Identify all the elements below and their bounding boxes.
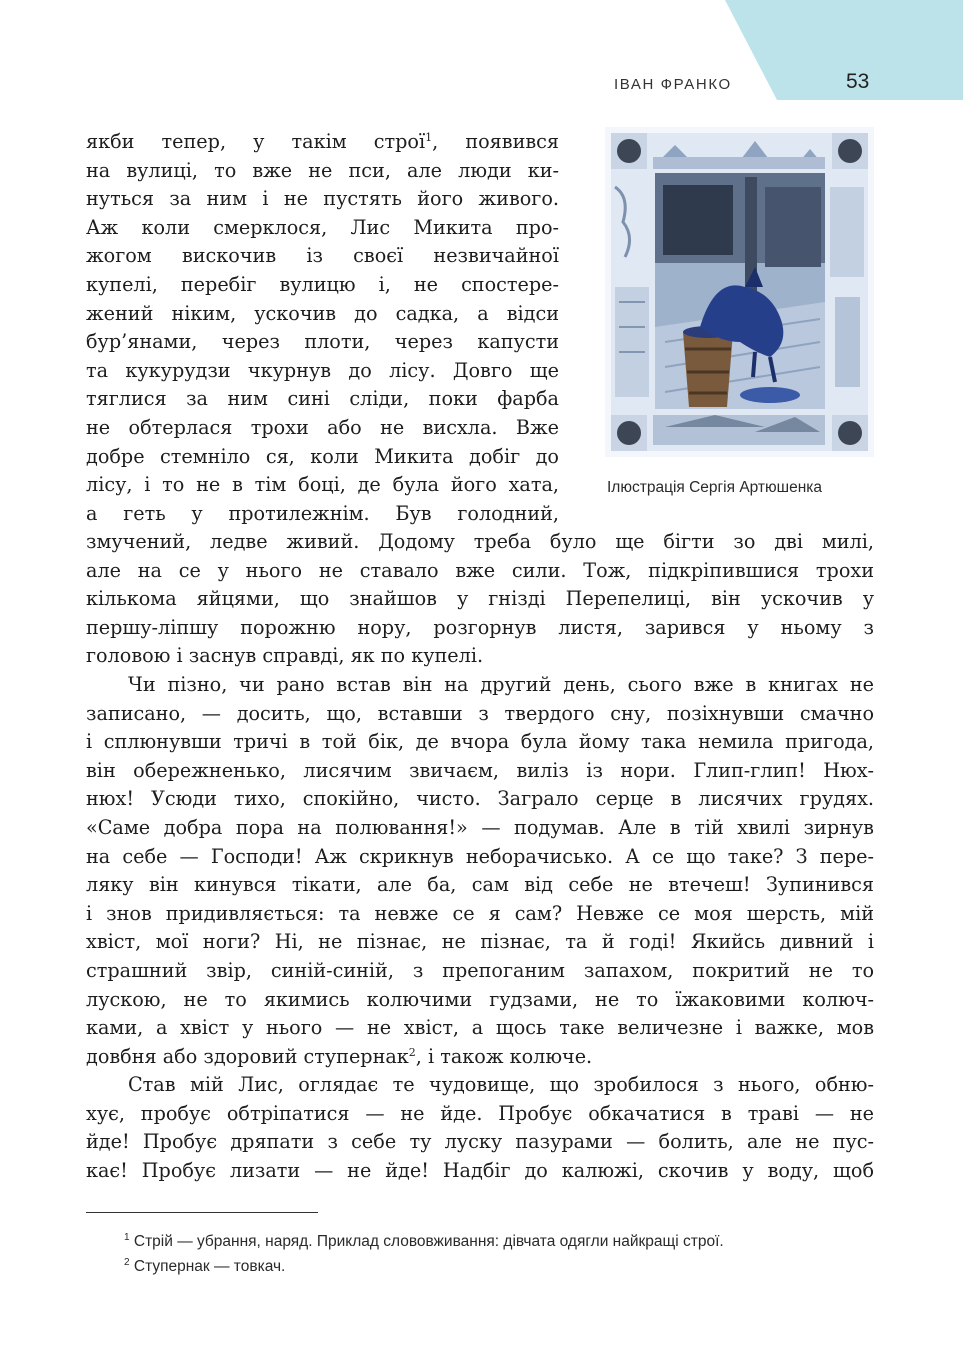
text-line: добре стемніло ся, коли Микита добіг до	[86, 444, 559, 468]
text-line: записано, — досить, що, вставши з твердого сну, позіхнувши смачно	[86, 701, 874, 725]
text-line: змучений, ледве живий. Додому треба було ще бігти зо дві милі,	[86, 530, 874, 553]
text-line: якби тепер, у такім строї$^1$, появився	[86, 130, 560, 153]
footnote-1: $^1$ Стрій — убрання, наряд. Приклад слововживання: дівчата одягли найкращі строї.	[124, 1232, 724, 1250]
illustration-fox-image	[605, 127, 874, 457]
text-line: і знов придивляється: та невже се я сам? Невже се моя шерсть, мій	[86, 901, 874, 925]
text-line: і сплюнувши тричі в той бік, де вчора була йому така немила пригода,	[86, 730, 874, 754]
text-line: на вулиці, то вже не пси, але люди ки-	[86, 158, 559, 182]
text-line: головою і заснув справді, як по купелі.	[86, 644, 484, 668]
text-line: купелі, перебіг вулицю і, не спостере-	[86, 272, 559, 296]
footnote-divider	[86, 1212, 318, 1213]
text-line: не обтерлася трохи або не висхла. Вже	[86, 415, 559, 439]
text-line: довбня або здоровий ступернак$^2$, і також колюче.	[86, 1044, 593, 1068]
text-line: нюх! Усюди тихо, спокійно, чисто. Заграло серце в лисячих грудях.	[86, 787, 874, 811]
text-line: хвіст, мої ноги? Ні, не пізнає, не пізнає, та й годі! Якийсь дивний і	[86, 930, 874, 954]
text-line: але на се у нього не ставало вже сили. Тож, підкріпившися трохи	[86, 558, 874, 582]
page-number: 53	[846, 70, 870, 93]
text-line: бур’янами, через плоти, через капусти	[86, 330, 559, 354]
text-line: тяглися за ним сині сліди, поки фарба	[86, 387, 559, 411]
text-line: він обережненько, лисячим звичаєм, виліз із нори. Глип-глип! Нюх-	[86, 758, 874, 782]
text-line: «Саме добра пора на полювання!» — подумав. Але в тій хвилі зирнув	[86, 815, 874, 839]
text-line: Став мій Лис, оглядає те чудовище, що зробилося з нього, обню-	[128, 1073, 874, 1097]
text-line: нуться за ним і не пустять його живого.	[86, 187, 559, 211]
text-line: ками, а хвіст у нього — не хвіст, а щось таке величезне і важке, мов	[86, 1016, 874, 1040]
text-line: ляку він кинувся тікати, але ба, сам від себе не втечеш! Зупинився	[86, 873, 874, 897]
text-line: кає! Пробує лизати — не йде! Надбіг до калюжі, скочив у воду, щоб	[86, 1159, 874, 1183]
text-line: йде! Пробує дряпати з себе ту луску пазурами — болить, але не пус-	[86, 1130, 874, 1154]
text-column-wide	[86, 528, 874, 1186]
text-line: лускою, не то якимись колючими гудзами, не то їжаковими колюч-	[86, 987, 874, 1011]
text-column-narrow	[86, 128, 559, 528]
text-line: хує, пробує обтріпатися — не йде. Пробує обкачатися в траві — не	[86, 1101, 874, 1125]
text-line: лісу, і то не в тім боці, де була його хата,	[86, 473, 559, 497]
text-line: Чи пізно, чи рано встав він на другий день, сього вже в книгах не	[128, 672, 874, 696]
text-line: першу-ліпшу порожню нору, розгорнув листя, зарився у ньому з	[86, 615, 874, 639]
text-line: а геть у протилежнім. Був голодний,	[86, 501, 559, 525]
illustration-caption: Ілюстрація Сергія Артюшенка	[607, 479, 823, 496]
running-header-author: ІВАН ФРАНКО	[614, 76, 732, 93]
text-line: жений ніким, ускочив до садка, а відси	[86, 301, 559, 325]
text-line: страшний звір, синій-синій, з препоганим запахом, покритий не то	[86, 958, 874, 982]
text-line: кількома яйцями, що знайшов у гнізді Перепелиці, він ускочив у	[86, 587, 874, 611]
header-tab	[725, 0, 963, 100]
footnote-2: $^2$ Ступернак — товкач.	[124, 1257, 286, 1275]
text-line: жогом вискочив із своєї незвичайної	[86, 244, 559, 268]
text-line: та кукурудзи чкурнув до лісу. Довго ще	[86, 358, 559, 382]
text-line: Аж коли смерклося, Лис Микита про-	[86, 215, 559, 239]
text-line: на себе — Господи! Аж скрикнув неборачисько. А се що таке? З пере-	[86, 844, 874, 868]
